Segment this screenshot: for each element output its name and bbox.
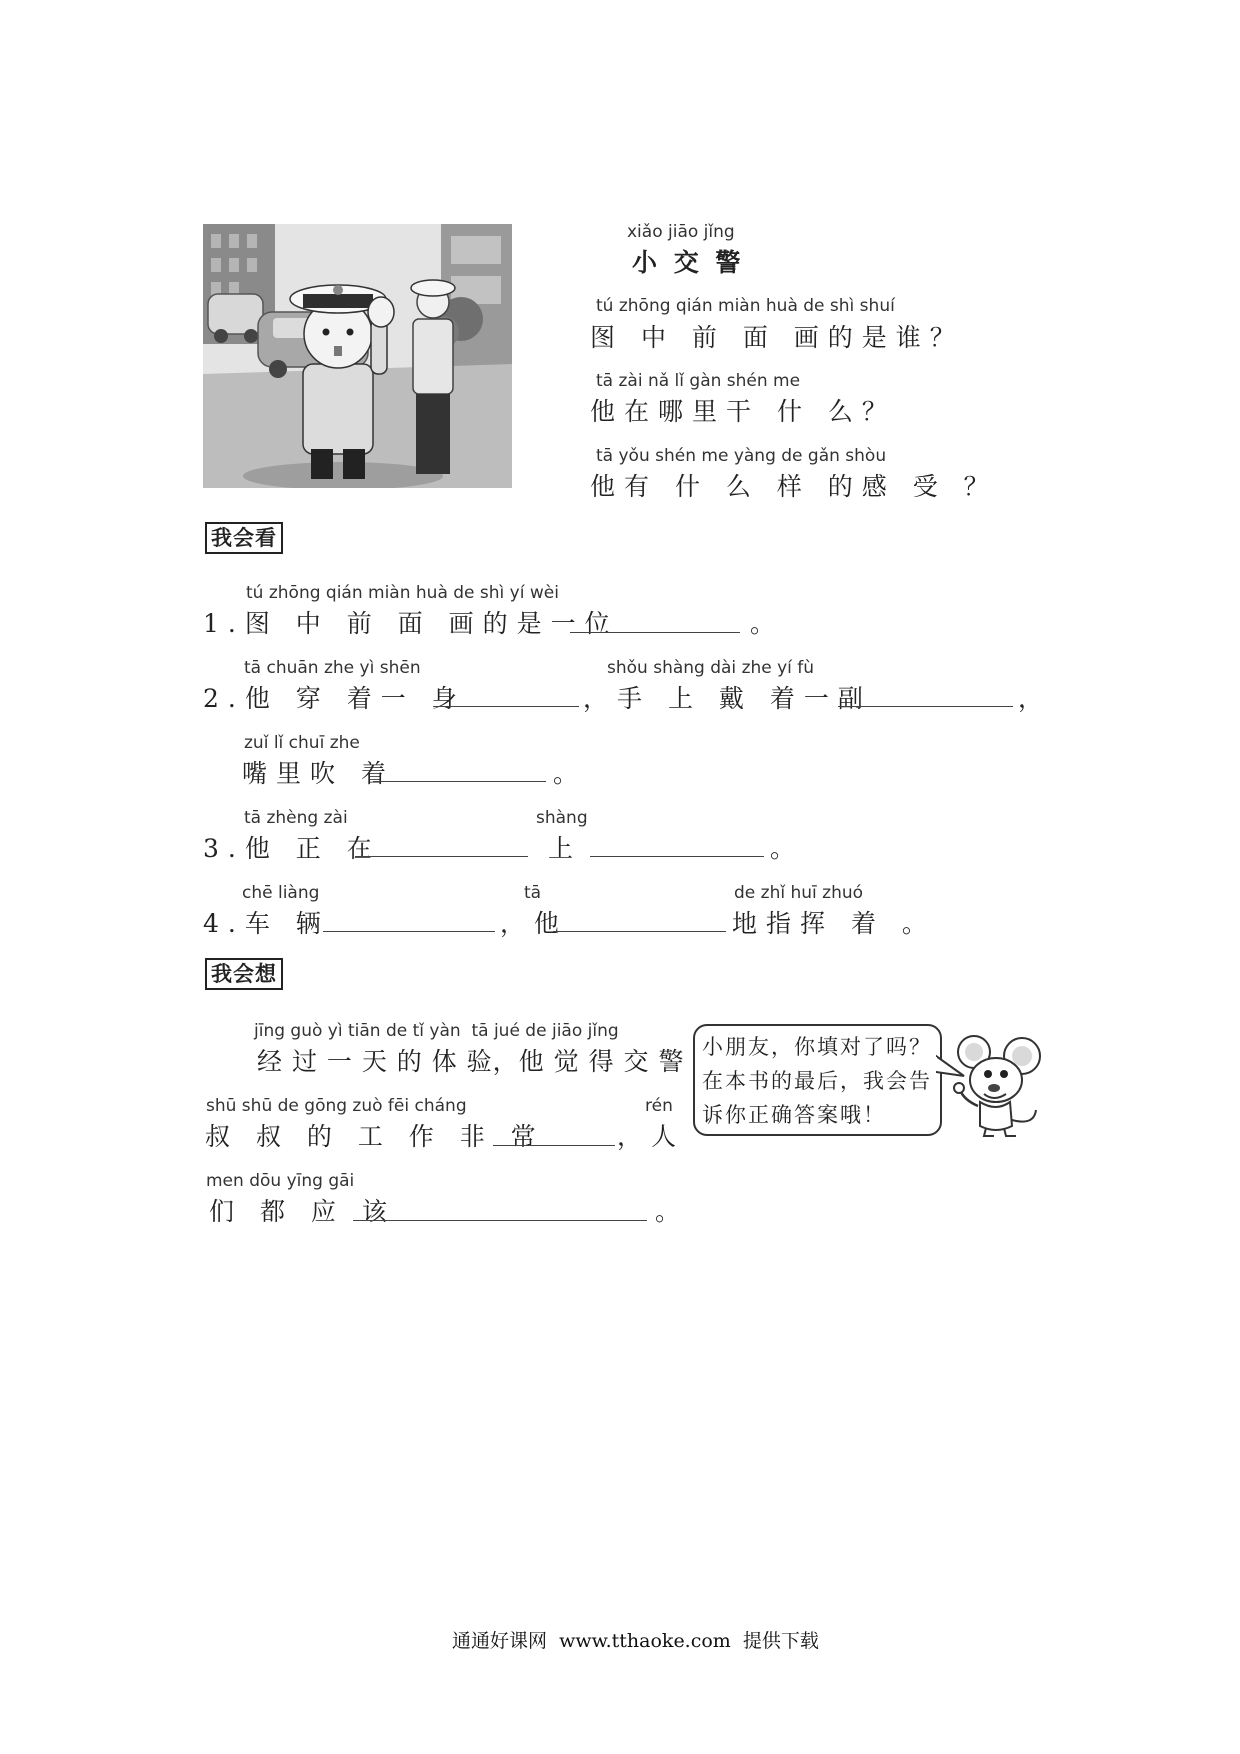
look-3-end: 。 — [770, 834, 805, 863]
traffic-police-illustration — [203, 224, 512, 488]
look-2-pinyin-b: shǒu shàng dài zhe yí fù — [607, 658, 815, 678]
question-1: 图 中 前 面 画的是谁？ — [590, 323, 964, 352]
look-1-text: 1.图 中 前 面 画的是一位 — [203, 609, 619, 638]
footer-credit: 通通好课网 www.tthaoke.com 提供下载 — [452, 1630, 819, 1652]
think-line2-end: ，人 — [617, 1122, 686, 1151]
look-2-pinyin-a: tā chuān zhe yì shēn — [244, 658, 421, 678]
look-2-blank-b[interactable] — [838, 706, 1013, 707]
think-line2-pinyin-b: rén — [645, 1096, 673, 1116]
look-1-end: 。 — [750, 609, 785, 638]
look-4-blank-a[interactable] — [323, 931, 495, 932]
question-3: 他有 什 么 样 的感 受 ？ — [590, 472, 998, 501]
look-4-pinyin-c: de zhǐ huī zhuó — [734, 883, 864, 903]
look-4-text-a: 4.车 辆 — [203, 909, 330, 938]
look-2-blank-c[interactable] — [373, 781, 546, 782]
think-line2-text: 叔 叔 的 工 作 非 常 — [205, 1122, 545, 1151]
look-3-text-a: 3.他 正 在 — [203, 834, 381, 863]
think-line3-end: 。 — [655, 1197, 690, 1226]
hint-bubble — [693, 1024, 942, 1136]
look-2-text-a: 2.他 穿 着一 身 — [203, 684, 466, 713]
question-2: 他在哪里干 什 么？ — [590, 397, 896, 426]
question-3-pinyin: tā yǒu shén me yàng de gǎn shòu — [596, 446, 887, 466]
section-look-heading: 我会看 — [205, 522, 283, 554]
look-4-text-b: ，他 — [500, 909, 569, 938]
look-3-text-b: 上 — [548, 834, 583, 863]
illustration — [203, 224, 512, 488]
look-3-pinyin-a: tā zhèng zài — [244, 808, 348, 828]
look-3-blank-b[interactable] — [590, 856, 764, 857]
look-4-text-c: 地指挥 着 。 — [732, 909, 936, 938]
look-2-text-b: ，手 上 戴 着一副 — [583, 684, 872, 713]
look-4-pinyin-b: tā — [524, 883, 542, 903]
think-line2-pinyin: shū shū de gōng zuò fēi cháng — [206, 1096, 467, 1116]
look-2-line2-text: 嘴里吹 着 — [242, 759, 395, 788]
hint-line-1: 小朋友，你填对了吗？ — [702, 1035, 932, 1059]
title: 小 交 警 — [632, 248, 745, 277]
hint-line-2: 在本书的最后，我会告 — [702, 1069, 932, 1093]
look-4-pinyin-a: chē liàng — [242, 883, 320, 903]
think-line1-text: 经 过 一 天 的 体 验，他 觉 得 交 警 — [257, 1047, 685, 1076]
mouse-mascot-icon — [944, 1030, 1044, 1140]
think-line1-pinyin: jīng guò yì tiān de tǐ yàn tā jué de jiāo jǐng — [254, 1021, 619, 1041]
look-2-line2-end: 。 — [553, 759, 588, 788]
think-blank-2[interactable] — [353, 1220, 647, 1221]
look-2-blank-a[interactable] — [433, 706, 579, 707]
look-2-end: ， — [1018, 684, 1053, 713]
look-2-line2-pinyin: zuǐ lǐ chuī zhe — [244, 733, 360, 753]
look-3-pinyin-b: shàng — [536, 808, 588, 828]
think-blank-1[interactable] — [493, 1145, 615, 1146]
look-1-pinyin: tú zhōng qián miàn huà de shì yí wèi — [246, 583, 559, 603]
question-1-pinyin: tú zhōng qián miàn huà de shì shuí — [596, 296, 895, 316]
look-1-blank[interactable] — [570, 632, 740, 633]
question-2-pinyin: tā zài nǎ lǐ gàn shén me — [596, 371, 801, 391]
title-pinyin: xiǎo jiāo jǐng — [627, 222, 735, 242]
think-line3-pinyin: men dōu yīng gāi — [206, 1171, 355, 1191]
look-4-blank-b[interactable] — [553, 931, 726, 932]
think-line3-text: 们 都 应 该 — [209, 1197, 396, 1226]
section-think-heading: 我会想 — [205, 958, 283, 990]
look-3-blank-a[interactable] — [355, 856, 528, 857]
hint-line-3: 诉你正确答案哦！ — [702, 1103, 886, 1127]
